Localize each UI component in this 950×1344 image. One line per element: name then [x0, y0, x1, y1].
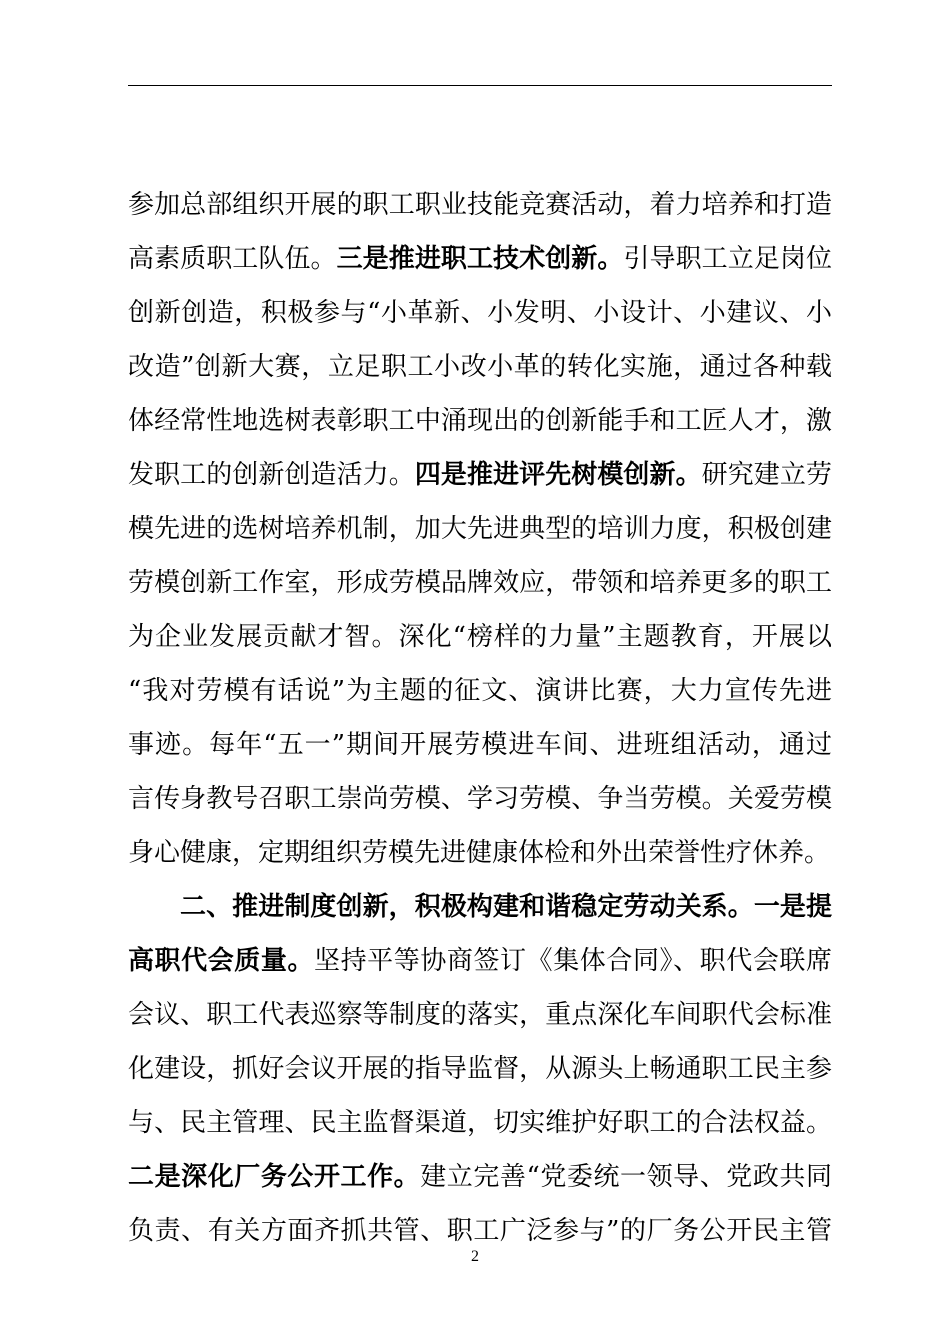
bold-text-segment: 高职代会质量。	[128, 946, 315, 976]
text-line	[128, 664, 832, 718]
text-segment: 改造”创新大赛，立足职工小改小革的转化实施，通过各种载	[128, 352, 832, 382]
bold-text-segment: 二是深化厂务公开工作。	[128, 1162, 421, 1192]
text-line	[128, 826, 832, 880]
text-segment: 为企业发展贡献才智。深化“榜样的力量”主题教育，开展以	[128, 622, 832, 652]
bold-text-segment: 四是推进评先树模创新。	[414, 460, 702, 490]
text-segment: 坚持平等协商签订《集体合同》、职代会联席	[314, 946, 832, 976]
text-line	[128, 1150, 832, 1204]
text-line	[128, 448, 832, 502]
text-line	[128, 394, 832, 448]
text-segment: 建立完善“党委统一领导、党政共同	[420, 1162, 832, 1192]
text-line	[128, 556, 832, 610]
text-segment: 与、民主管理、民主监督渠道，切实维护好职工的合法权益。	[128, 1108, 832, 1138]
text-line	[128, 1096, 832, 1150]
text-segment: “我对劳模有话说”为主题的征文、演讲比赛，大力宣传先进	[128, 676, 832, 706]
text-line	[128, 880, 832, 934]
text-line	[128, 988, 832, 1042]
page-number: 2	[471, 1248, 479, 1265]
body-text	[128, 178, 832, 1258]
text-segment: 事迹。每年“五一”期间开展劳模进车间、进班组活动，通过	[128, 730, 832, 760]
text-line	[128, 718, 832, 772]
text-segment: 发职工的创新创造活力。	[128, 460, 415, 490]
text-segment: 化建设，抓好会议开展的指导监督，从源头上畅通职工民主参	[128, 1054, 832, 1084]
text-segment: 参加总部组织开展的职工职业技能竞赛活动，着力培养和打造	[128, 190, 832, 220]
header-rule	[128, 85, 832, 86]
text-line	[128, 178, 832, 232]
text-line	[128, 934, 832, 988]
text-segment: 模先进的选树培养机制，加大先进典型的培训力度，积极创建	[128, 514, 832, 544]
text-segment: 会议、职工代表巡察等制度的落实，重点深化车间职代会标准	[128, 1000, 832, 1030]
text-segment: 身心健康，定期组织劳模先进健康体检和外出荣誉性疗休养。	[128, 838, 831, 868]
text-segment: 研究建立劳	[701, 460, 832, 490]
bold-text-segment: 三是推进职工技术创新。	[336, 244, 624, 274]
text-segment: 创新创造，积极参与“小革新、小发明、小设计、小建议、小	[128, 298, 832, 328]
text-segment: 劳模创新工作室，形成劳模品牌效应，带领和培养更多的职工	[128, 568, 832, 598]
text-segment: 高素质职工队伍。	[128, 244, 337, 274]
text-segment: 引导职工立足岗位	[623, 244, 832, 274]
text-line	[128, 772, 832, 826]
text-line	[128, 286, 832, 340]
text-segment: 体经常性地选树表彰职工中涌现出的创新能手和工匠人才，激	[128, 406, 832, 436]
text-segment: 负责、有关方面齐抓共管、职工广泛参与”的厂务公开民主管	[128, 1216, 832, 1246]
text-line	[128, 502, 832, 556]
text-line	[128, 232, 832, 286]
bold-text-segment: 二、推进制度创新，积极构建和谐稳定劳动关系。一是提	[180, 892, 832, 922]
text-line	[128, 1042, 832, 1096]
text-segment: 言传身教号召职工崇尚劳模、学习劳模、争当劳模。关爱劳模	[128, 784, 832, 814]
text-line	[128, 610, 832, 664]
text-line	[128, 340, 832, 394]
